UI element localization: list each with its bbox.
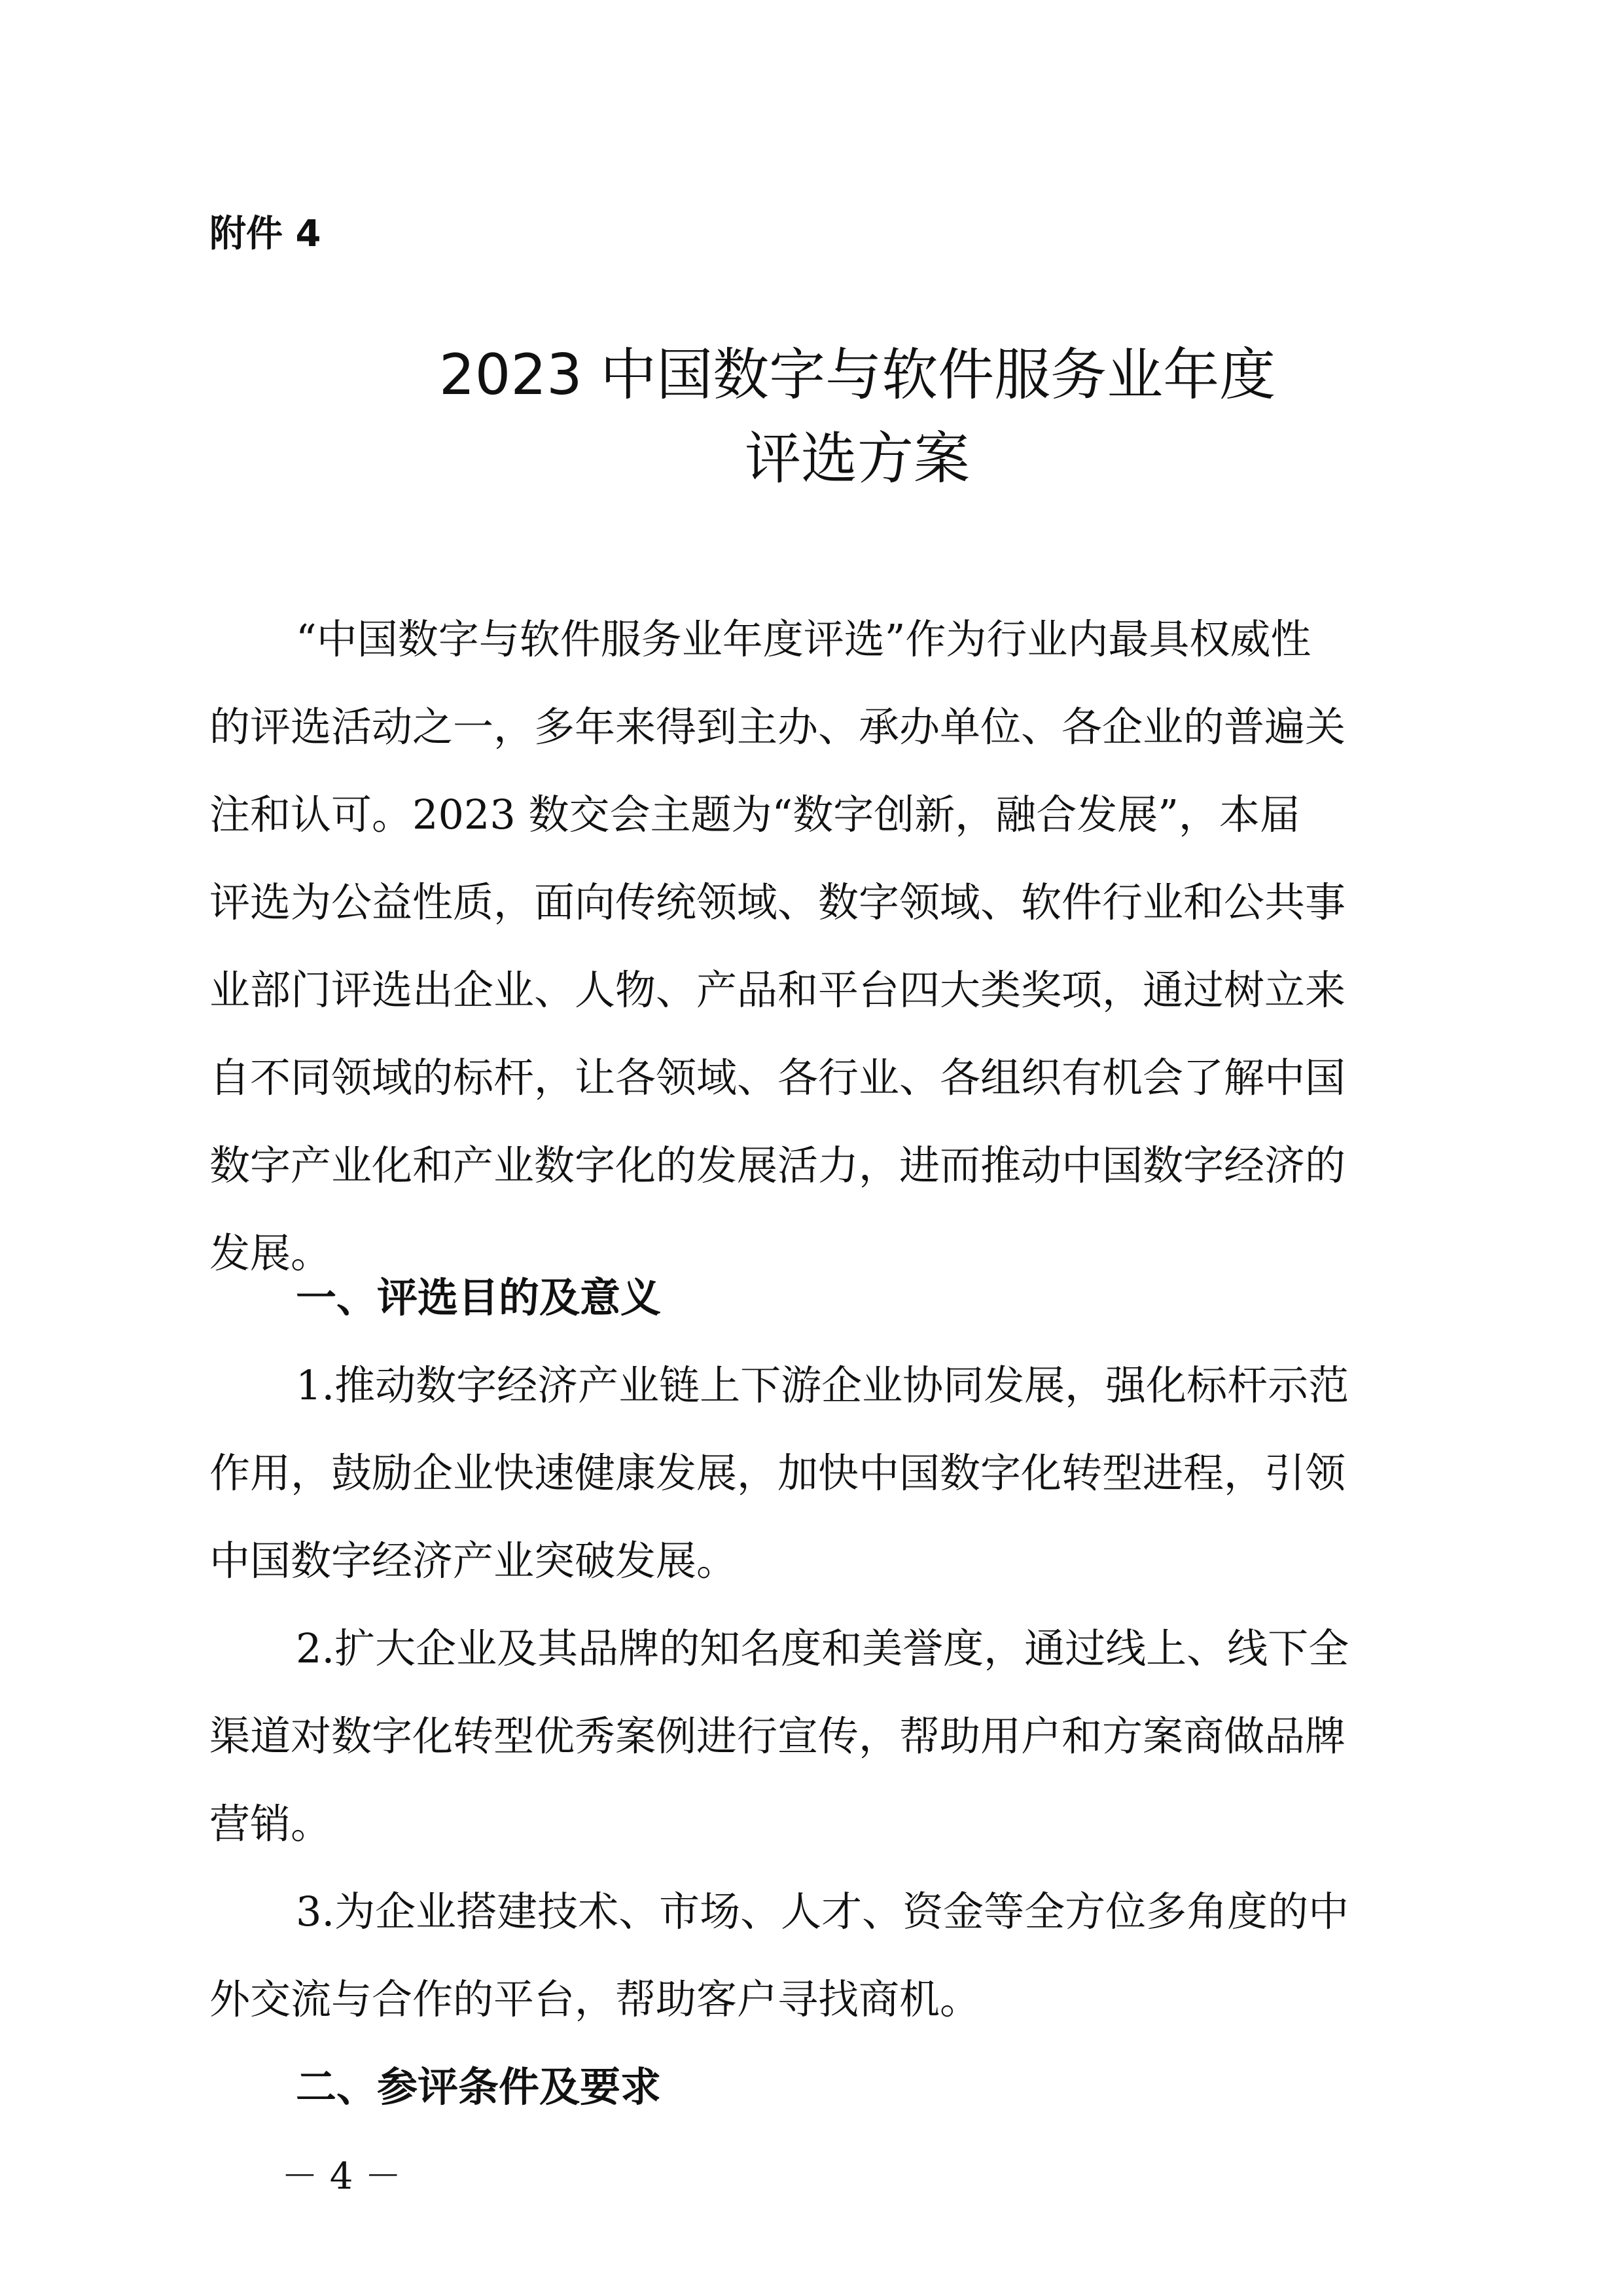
text-line: 数字产业化和产业数字化的发展活力，进而推动中国数字经济的	[209, 1141, 1346, 1189]
section1-item-2	[209, 1605, 1414, 1868]
text-line: 3.为企业搭建技术、市场、人才、资金等全方位多角度的中	[296, 1888, 1349, 1935]
intro-paragraph	[209, 596, 1414, 1297]
section1-item-3	[209, 1868, 1414, 2043]
text-line: 自不同领域的标杆，让各领域、各行业、各组织有机会了解中国	[209, 1054, 1346, 1102]
document-title-line-2: 评选方案	[745, 426, 970, 492]
section-heading-1: 一、评选目的及意义	[296, 1274, 662, 1321]
text-line: 外交流与合作的平台，帮助客户寻找商机。	[209, 1975, 981, 2023]
text-line: 的评选活动之一，多年来得到主办、承办单位、各企业的普遍关	[209, 703, 1346, 751]
text-line: 营销。	[209, 1800, 332, 1848]
text-line: 作用，鼓励企业快速健康发展，加快中国数字化转型进程，引领	[209, 1449, 1346, 1497]
text-line: 评选为公益性质，面向传统领域、数字领域、软件行业和公共事	[209, 878, 1346, 926]
text-line: 1.推动数字经济产业链上下游企业协同发展，强化标杆示范	[296, 1361, 1349, 1409]
text-line: 渠道对数字化转型优秀案例进行宣传，帮助用户和方案商做品牌	[209, 1712, 1346, 1760]
text-line: 发展。	[209, 1229, 332, 1277]
page-number: － 4 －	[281, 2155, 402, 2198]
text-line: 2.扩大企业及其品牌的知名度和美誉度，通过线上、线下全	[296, 1624, 1349, 1672]
text-line: 中国数字经济产业突破发展。	[209, 1537, 738, 1585]
text-line: 注和认可。2023 数交会主题为“数字创新，融合发展”，本届	[209, 791, 1300, 838]
section1-item-1	[209, 1342, 1414, 1605]
text-line: “中国数字与软件服务业年度评选”作为行业内最具权威性	[296, 615, 1311, 663]
section-heading-2: 二、参评条件及要求	[296, 2063, 662, 2111]
document-title-line-1: 2023 中国数字与软件服务业年度	[438, 342, 1276, 408]
text-line: 业部门评选出企业、人物、产品和平台四大类奖项，通过树立来	[209, 966, 1346, 1014]
attachment-label: 附件 4	[209, 213, 321, 255]
